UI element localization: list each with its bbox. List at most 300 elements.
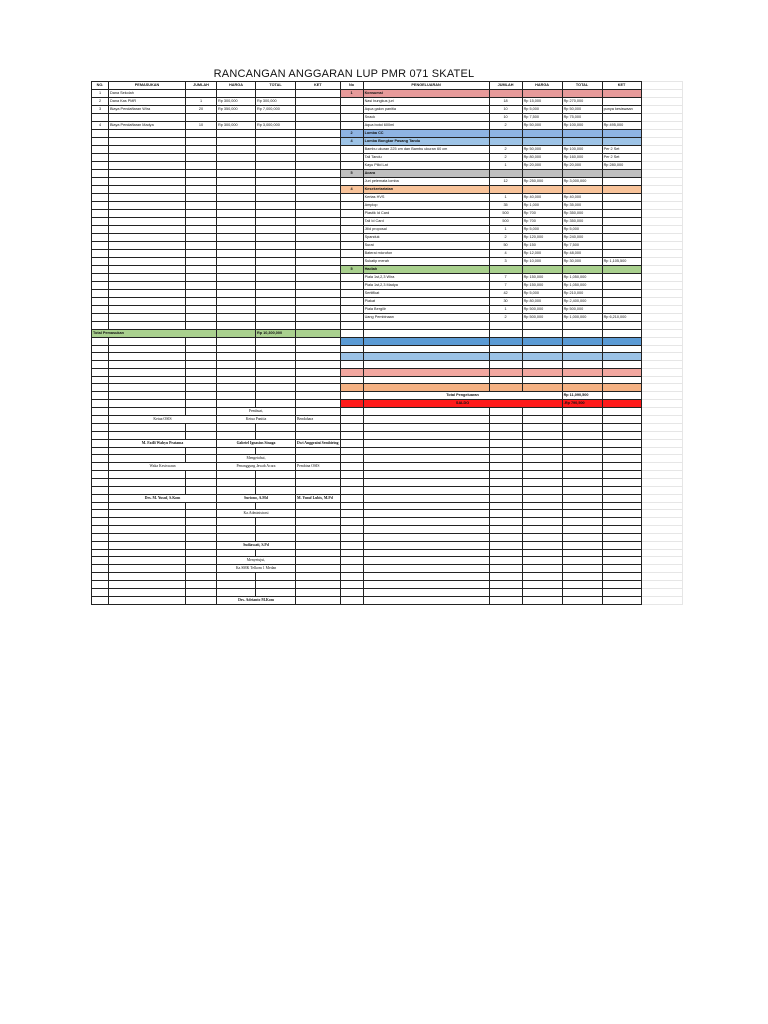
cell-ket	[602, 226, 641, 234]
empty-cell	[340, 298, 363, 306]
empty-cell	[186, 234, 217, 242]
empty-cell	[522, 337, 562, 345]
empty-cell	[217, 400, 256, 408]
cell-total: Rp 48,000	[562, 250, 602, 258]
empty-cell	[489, 596, 522, 604]
empty-cell	[186, 210, 217, 218]
empty-cell	[109, 337, 186, 345]
empty-cell	[186, 146, 217, 154]
section-row-kesekretariatan	[92, 186, 683, 194]
empty-cell	[641, 202, 682, 210]
empty-cell	[489, 431, 522, 439]
empty-cell	[340, 400, 363, 408]
cell-jumlah: 18	[489, 98, 522, 106]
empty-cell	[363, 463, 489, 471]
bar-row	[92, 345, 683, 353]
empty-cell	[489, 486, 522, 494]
cell-item: Biaya Pendaftaran Wira	[109, 106, 186, 114]
empty-cell	[92, 210, 109, 218]
empty-cell	[296, 178, 341, 186]
empty-cell	[296, 218, 341, 226]
empty-cell	[641, 114, 682, 122]
empty-cell	[109, 455, 186, 463]
cell-item: Dana Sekolah	[109, 90, 186, 98]
empty-cell	[340, 282, 363, 290]
signature-row	[92, 455, 683, 463]
data-row	[92, 194, 683, 202]
empty-cell	[562, 557, 602, 565]
empty-cell	[489, 463, 522, 471]
cell-no: 1	[92, 90, 109, 98]
empty-cell	[363, 416, 489, 424]
cell-pemasukan: PEMASUKAN	[109, 82, 186, 90]
empty-cell	[641, 298, 682, 306]
empty-cell	[109, 479, 186, 487]
empty-cell	[92, 557, 109, 565]
empty-cell	[363, 557, 489, 565]
empty-cell	[602, 361, 641, 369]
empty-cell	[340, 306, 363, 314]
empty-cell	[256, 368, 296, 376]
empty-cell	[602, 408, 641, 416]
empty-cell	[217, 486, 256, 494]
empty-cell	[296, 337, 341, 345]
cell-total: TOTAL	[256, 82, 296, 90]
empty-cell	[186, 502, 217, 510]
empty-cell	[92, 298, 109, 306]
empty-cell	[363, 596, 489, 604]
cell-harga: Rp 700	[522, 218, 562, 226]
empty-cell	[340, 533, 363, 541]
cell-pembuat: Pembuat,	[217, 408, 296, 416]
cell-jumlah: 500	[489, 210, 522, 218]
cell-total: Rp 5,000	[562, 226, 602, 234]
cell-jumlah: 2	[489, 314, 522, 322]
empty-cell	[562, 186, 602, 194]
empty-cell	[363, 510, 489, 518]
empty-cell	[562, 510, 602, 518]
empty-cell	[489, 345, 522, 353]
empty-cell	[186, 314, 217, 322]
empty-cell	[489, 494, 522, 502]
empty-cell	[109, 258, 186, 266]
empty-cell	[489, 329, 522, 337]
empty-cell	[296, 376, 341, 384]
empty-cell	[602, 533, 641, 541]
empty-cell	[186, 290, 217, 298]
empty-cell	[296, 210, 341, 218]
empty-cell	[256, 337, 296, 345]
empty-cell	[92, 337, 109, 345]
empty-cell	[641, 368, 682, 376]
empty-cell	[562, 431, 602, 439]
empty-cell	[92, 250, 109, 258]
empty-cell	[256, 424, 296, 432]
signature-row	[92, 479, 683, 487]
empty-cell	[109, 510, 186, 518]
empty-cell	[296, 502, 341, 510]
empty-cell	[602, 368, 641, 376]
empty-cell	[489, 368, 522, 376]
empty-cell	[256, 533, 296, 541]
empty-cell	[522, 518, 562, 526]
empty-cell	[363, 353, 489, 361]
empty-cell	[256, 486, 296, 494]
empty-cell	[489, 526, 522, 534]
empty-cell	[340, 290, 363, 298]
empty-cell	[109, 178, 186, 186]
empty-cell	[641, 541, 682, 549]
empty-cell	[92, 202, 109, 210]
empty-cell	[562, 439, 602, 447]
cell-total_pemasukan_label: Total Pemasukan	[92, 329, 217, 337]
cell-jumlah2: JUMLAH	[489, 82, 522, 90]
empty-cell	[340, 424, 363, 432]
cell-total: Rp 20,000	[562, 162, 602, 170]
empty-cell	[340, 210, 363, 218]
empty-cell	[92, 408, 109, 416]
empty-cell	[641, 337, 682, 345]
empty-cell	[109, 502, 186, 510]
cell-harga: Rp 40,000	[522, 194, 562, 202]
empty-cell	[340, 250, 363, 258]
empty-cell	[92, 463, 109, 471]
empty-cell	[296, 455, 341, 463]
cell-no: 2	[340, 130, 363, 138]
empty-cell	[489, 90, 522, 98]
empty-cell	[109, 266, 186, 274]
empty-cell	[363, 479, 489, 487]
blank-row	[92, 322, 683, 330]
empty-cell	[256, 588, 296, 596]
bar-row	[92, 376, 683, 384]
empty-cell	[340, 258, 363, 266]
empty-cell	[296, 202, 341, 210]
empty-cell	[641, 384, 682, 392]
empty-cell	[109, 290, 186, 298]
cell-jumlah: 50	[489, 242, 522, 250]
empty-cell	[109, 306, 186, 314]
cell-total: Rp 210,000	[562, 290, 602, 298]
cell-item: Sertifikat	[363, 290, 489, 298]
empty-cell	[92, 290, 109, 298]
empty-cell	[641, 322, 682, 330]
empty-cell	[641, 314, 682, 322]
cell-total_pengeluaran_label: Total Pengeluaran	[363, 392, 562, 400]
data-row	[92, 178, 683, 186]
signature-row	[92, 573, 683, 581]
cell-total: Rp 300,000	[256, 98, 296, 106]
empty-cell	[296, 471, 341, 479]
cell-total: Rp 75,000	[562, 114, 602, 122]
empty-cell	[92, 194, 109, 202]
empty-cell	[217, 479, 256, 487]
empty-cell	[562, 416, 602, 424]
empty-cell	[296, 250, 341, 258]
empty-cell	[186, 376, 217, 384]
empty-cell	[340, 392, 363, 400]
empty-cell	[363, 361, 489, 369]
empty-cell	[296, 194, 341, 202]
empty-cell	[256, 502, 296, 510]
empty-cell	[363, 447, 489, 455]
empty-cell	[186, 510, 217, 518]
empty-cell	[602, 345, 641, 353]
empty-cell	[217, 549, 256, 557]
empty-cell	[296, 431, 341, 439]
empty-cell	[186, 392, 217, 400]
empty-cell	[340, 194, 363, 202]
empty-cell	[296, 162, 341, 170]
section-row-lomba_tandu	[92, 138, 683, 146]
empty-cell	[92, 306, 109, 314]
empty-cell	[109, 541, 186, 549]
cell-ket	[602, 274, 641, 282]
signature-row	[92, 526, 683, 534]
cell-total2: TOTAL	[562, 82, 602, 90]
empty-cell	[562, 322, 602, 330]
empty-cell	[109, 376, 186, 384]
empty-cell	[602, 573, 641, 581]
cell-total: Rp 100,000	[562, 122, 602, 130]
cell-total_pemasukan_value: Rp 10,300,000	[256, 329, 296, 337]
cell-name_waka: Drs. M. Yusuf, S.Kom	[109, 494, 217, 502]
empty-cell	[186, 258, 217, 266]
empty-cell	[489, 416, 522, 424]
empty-cell	[522, 573, 562, 581]
empty-cell	[186, 154, 217, 162]
empty-cell	[562, 368, 602, 376]
cell-item: Tali Id Card	[363, 218, 489, 226]
empty-cell	[217, 186, 256, 194]
empty-cell	[489, 376, 522, 384]
cell-item: Piala Bergilir	[363, 306, 489, 314]
empty-cell	[340, 274, 363, 282]
cell-harga: Rp 250,000	[522, 178, 562, 186]
empty-cell	[522, 376, 562, 384]
empty-cell	[363, 588, 489, 596]
section-row-lomba_cc	[92, 130, 683, 138]
empty-cell	[562, 494, 602, 502]
empty-cell	[296, 541, 341, 549]
cell-total_pengeluaran_value: Rp 11,090,500	[562, 392, 602, 400]
signature-row	[92, 533, 683, 541]
empty-cell	[186, 408, 217, 416]
data-row	[92, 314, 683, 322]
cell-total: Rp 240,000	[562, 234, 602, 242]
empty-cell	[217, 298, 256, 306]
empty-cell	[641, 90, 682, 98]
empty-cell	[92, 114, 109, 122]
empty-cell	[522, 384, 562, 392]
data-row	[92, 282, 683, 290]
empty-cell	[296, 549, 341, 557]
empty-cell	[602, 541, 641, 549]
empty-cell	[602, 526, 641, 534]
cell-no2: No	[340, 82, 363, 90]
empty-cell	[186, 202, 217, 210]
empty-cell	[641, 408, 682, 416]
empty-cell	[602, 486, 641, 494]
empty-cell	[109, 573, 186, 581]
cell-ket	[602, 98, 641, 106]
empty-cell	[296, 368, 341, 376]
empty-cell	[186, 170, 217, 178]
empty-cell	[340, 431, 363, 439]
empty-cell	[256, 518, 296, 526]
empty-cell	[92, 439, 109, 447]
empty-cell	[109, 234, 186, 242]
data-row	[92, 250, 683, 258]
empty-cell	[217, 314, 256, 322]
empty-cell	[363, 329, 489, 337]
empty-cell	[641, 526, 682, 534]
signature-row	[92, 518, 683, 526]
cell-saldo_value: -Rp 790,500	[562, 400, 602, 408]
empty-cell	[296, 345, 341, 353]
cell-label: Acara	[363, 170, 489, 178]
cell-name_pj: Suriono, A.Md	[217, 494, 296, 502]
empty-cell	[522, 345, 562, 353]
empty-cell	[489, 581, 522, 589]
data-row	[92, 146, 683, 154]
empty-cell	[186, 588, 217, 596]
empty-cell	[109, 114, 186, 122]
empty-cell	[186, 384, 217, 392]
cell-item: Spanduk	[363, 234, 489, 242]
empty-cell	[641, 250, 682, 258]
cell-item: Aqua galon panitia	[363, 106, 489, 114]
empty-cell	[217, 250, 256, 258]
empty-cell	[641, 518, 682, 526]
empty-cell	[641, 122, 682, 130]
cell-harga: Rp 5,000	[522, 290, 562, 298]
empty-cell	[186, 138, 217, 146]
empty-cell	[340, 549, 363, 557]
cell-item: Uang Pembinaan	[363, 314, 489, 322]
empty-cell	[363, 408, 489, 416]
empty-cell	[109, 526, 186, 534]
empty-cell	[340, 202, 363, 210]
empty-cell	[186, 518, 217, 526]
empty-cell	[641, 431, 682, 439]
empty-cell	[296, 186, 341, 194]
empty-cell	[109, 408, 186, 416]
empty-cell	[641, 218, 682, 226]
empty-cell	[186, 361, 217, 369]
empty-cell	[109, 146, 186, 154]
empty-cell	[217, 345, 256, 353]
empty-cell	[602, 186, 641, 194]
empty-cell	[109, 533, 186, 541]
empty-cell	[109, 322, 186, 330]
cell-ket2: KET	[602, 82, 641, 90]
empty-cell	[186, 186, 217, 194]
empty-cell	[602, 557, 641, 565]
cell-harga: Rp 300,000	[217, 98, 256, 106]
cell-harga: Rp 7,500	[522, 114, 562, 122]
empty-cell	[340, 518, 363, 526]
empty-cell	[340, 122, 363, 130]
cell-jumlah: 7	[489, 282, 522, 290]
cell-ket	[602, 282, 641, 290]
empty-cell	[256, 306, 296, 314]
cell-harga: Rp 15,000	[522, 98, 562, 106]
empty-cell	[256, 392, 296, 400]
data-row	[92, 122, 683, 130]
cell-pengeluaran: PENGELUARAN	[363, 82, 489, 90]
empty-cell	[186, 194, 217, 202]
cell-ket	[602, 290, 641, 298]
cell-jumlah: 2	[489, 154, 522, 162]
empty-cell	[109, 218, 186, 226]
cell-total	[256, 90, 296, 98]
empty-cell	[296, 526, 341, 534]
empty-cell	[562, 138, 602, 146]
empty-cell	[296, 242, 341, 250]
empty-cell	[641, 471, 682, 479]
cell-jumlah: 2	[489, 122, 522, 130]
empty-cell	[340, 345, 363, 353]
empty-cell	[602, 400, 641, 408]
empty-cell	[256, 154, 296, 162]
empty-cell	[522, 424, 562, 432]
empty-cell	[217, 210, 256, 218]
empty-cell	[522, 526, 562, 534]
empty-cell	[641, 345, 682, 353]
empty-cell	[186, 345, 217, 353]
signature-row	[92, 439, 683, 447]
empty-cell	[562, 376, 602, 384]
data-row	[92, 98, 683, 106]
empty-cell	[217, 114, 256, 122]
empty-cell	[489, 588, 522, 596]
cell-ket: Per 2 Set	[602, 154, 641, 162]
empty-cell	[562, 518, 602, 526]
empty-cell	[602, 138, 641, 146]
cell-harga: Rp 500,000	[522, 306, 562, 314]
empty-cell	[186, 573, 217, 581]
empty-cell	[602, 596, 641, 604]
empty-cell	[340, 218, 363, 226]
empty-cell	[489, 337, 522, 345]
empty-cell	[489, 384, 522, 392]
cell-ka_admin: Ka.Administrasi	[217, 510, 296, 518]
empty-cell	[186, 353, 217, 361]
empty-cell	[340, 322, 363, 330]
cell-harga: Rp 50,000	[522, 122, 562, 130]
cell-jumlah: 1	[489, 226, 522, 234]
empty-cell	[340, 479, 363, 487]
empty-cell	[340, 368, 363, 376]
empty-cell	[256, 178, 296, 186]
total-pemasukan-row	[92, 329, 683, 337]
empty-cell	[562, 408, 602, 416]
empty-cell	[296, 573, 341, 581]
empty-cell	[562, 90, 602, 98]
empty-cell	[217, 533, 256, 541]
empty-cell	[340, 510, 363, 518]
empty-cell	[340, 146, 363, 154]
empty-cell	[522, 322, 562, 330]
empty-cell	[186, 400, 217, 408]
empty-cell	[256, 218, 296, 226]
empty-cell	[296, 581, 341, 589]
cell-ket: Rp 495,000	[602, 122, 641, 130]
empty-cell	[109, 392, 186, 400]
empty-cell	[186, 447, 217, 455]
empty-cell	[186, 455, 217, 463]
